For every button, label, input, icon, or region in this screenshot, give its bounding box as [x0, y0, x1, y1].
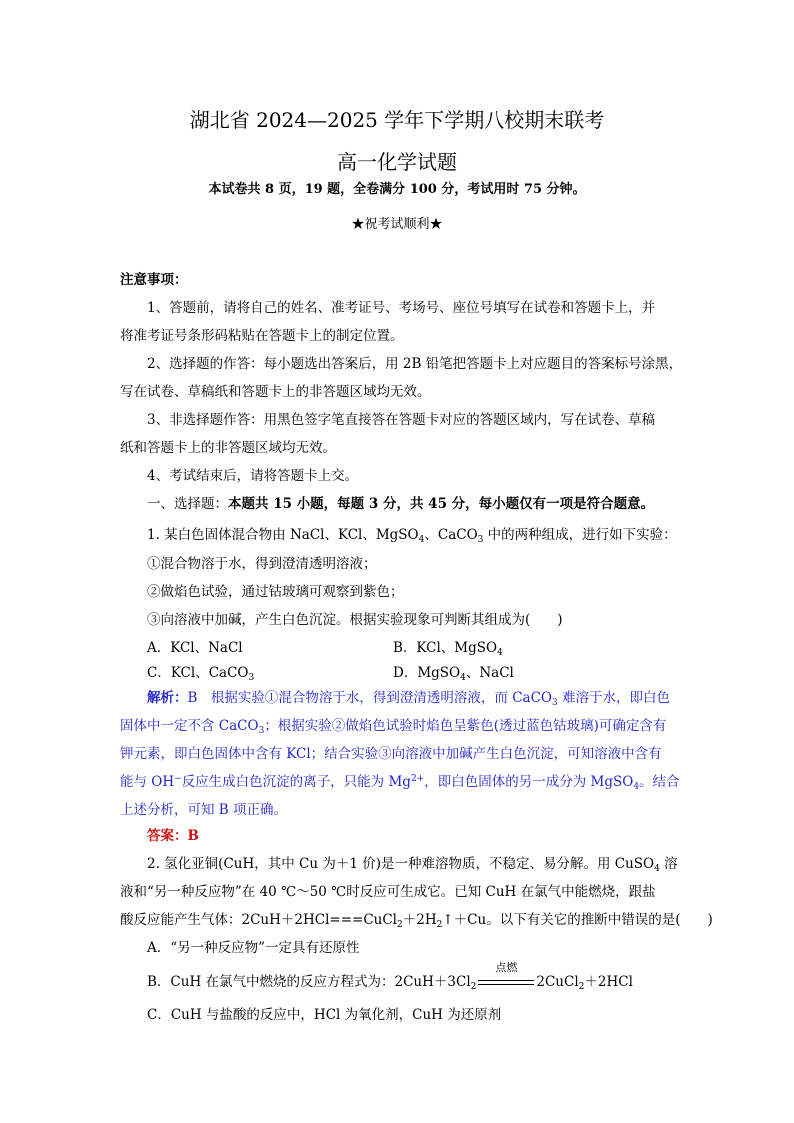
q1-step-2: ②做焰色试验，通过钴玻璃可观察到紫色； [147, 584, 404, 600]
q1-explanation-line-5: 上述分析，可知 B 项正确。 [120, 802, 288, 818]
subscript: 4 [654, 864, 660, 874]
explanation-text: 反应生成白色沉淀的离子，只能为 Mg [181, 774, 411, 790]
condition-label: 点燃 [495, 961, 518, 974]
q1-option-d [393, 664, 514, 682]
q2-text: 2. 氢化亚铜(CuH，其中 Cu 为＋1 价)是一种难溶物质，不稳定、易分解。用 CuSO [147, 856, 655, 872]
exam-subtitle: 高一化学试题 [337, 150, 457, 174]
option-text: 、NaCl [465, 665, 514, 681]
option-text: D．MgSO [393, 665, 461, 681]
subscript: 3 [477, 535, 484, 545]
q2-stem-line-1 [147, 855, 678, 873]
subscript: 4 [633, 782, 640, 792]
explanation-text: ；根据实验②做焰色试验时焰色呈紫色(透过蓝色钴玻璃)可确定含有 [264, 718, 667, 734]
q2-text: ↑＋Cu。以下有关它的推断中错误的是( ) [442, 912, 713, 928]
note-3-line-2: 纸和答题卡上的非答题区域均无效。 [120, 440, 336, 456]
option-text: ＋2HCl [584, 974, 633, 990]
q1-stem [147, 526, 677, 544]
section-rules: 本题共 15 小题，每题 3 分，共 45 分，每小题仅有一项是符合题意。 [228, 496, 655, 512]
superscript: 2+ [410, 774, 425, 784]
superscript: − [174, 774, 182, 784]
q2-text: 溶 [659, 856, 678, 872]
good-luck-line: ★祝考试顺利★ [351, 217, 443, 232]
q1-explanation-line-2 [120, 717, 666, 735]
option-text: B．CuH 在氯气中燃烧的反应方程式为：2CuH＋3Cl [147, 974, 471, 990]
notes-heading: 注意事项： [120, 272, 188, 288]
q2-option-c: C．CuH 与盐酸的反应中，HCl 为氧化剂，CuH 为还原剂 [147, 1007, 502, 1023]
subscript: 4 [418, 535, 425, 545]
q2-text: ＋2H [402, 912, 437, 928]
note-3-line-1: 3、非选择题作答：用黑色签字笔直接答在答题卡对应的答题区域内，写在试卷、草稿 [147, 412, 656, 428]
q2-option-a: A．“另一种反应物”一定具有还原性 [147, 940, 360, 956]
reaction-condition [478, 961, 534, 991]
q1-stem-part: 1. 某白色固体混合物由 NaCl、KCl、MgSO [147, 527, 419, 543]
q1-step-1: ①混合物溶于水，得到澄清透明溶液； [147, 556, 377, 572]
subscript: 2 [578, 982, 585, 992]
double-line-arrow [478, 980, 534, 985]
subscript: 2 [436, 920, 443, 930]
explanation-label: 解析： [147, 690, 188, 706]
subscript: 3 [258, 726, 265, 736]
q1-step-3: ③向溶液中加碱，产生白色沉淀。根据实验现象可判断其组成为( ) [147, 612, 563, 628]
explanation-text: 固体中一定不含 CaCO [120, 718, 259, 734]
option-text: 2CuCl [536, 974, 579, 990]
q1-explanation-line-4 [120, 773, 680, 791]
q2-stem-line-2: 液和“另一种反应物”在 40 ℃～50 ℃时反应可生成它。已知 CuH 在氯气中能燃烧，跟盐 [120, 884, 656, 900]
q1-explanation-line-1 [147, 689, 670, 707]
q1-explanation-line-3: 钾元素，即白色固体中含有 KCl；结合实验③向溶液中加碱产生白色沉淀，可知溶液中含有 [120, 746, 662, 762]
q1-option-a: A．KCl、NaCl [147, 640, 243, 656]
q2-option-b [147, 961, 633, 992]
q1-option-c [147, 664, 254, 682]
option-text: B．KCl、MgSO [393, 640, 498, 656]
subscript: 3 [552, 698, 558, 708]
q2-text: 酸反应能产生气体：2CuH＋2HCl===CuCl [120, 912, 398, 928]
note-4: 4、考试结束后，请将答题卡上交。 [147, 468, 359, 484]
explanation-text: 难溶于水，即白色 [557, 690, 671, 706]
subscript: 2 [470, 982, 477, 992]
explanation-text: 。结合 [639, 774, 680, 790]
q1-option-b [393, 639, 503, 657]
note-1-line-1: 1、答题前，请将自己的姓名、准考证号、考场号、座位号填写在试卷和答题卡上，并 [147, 300, 656, 316]
note-1-line-2: 将准考证号条形码粘贴在答题卡上的制定位置。 [120, 328, 404, 344]
subscript: 3 [248, 673, 255, 683]
exam-title: 湖北省 2024—2025 学年下学期八校期末联考 [189, 108, 605, 132]
q1-stem-part: 、CaCO [424, 527, 478, 543]
subscript: 4 [460, 673, 466, 683]
section-heading [147, 495, 654, 513]
section-prefix: 一、选择题： [147, 496, 228, 512]
explanation-text: B 根据实验①混合物溶于水，得到澄清透明溶液，而 CaCO [187, 690, 552, 706]
subscript: 2 [397, 920, 403, 930]
note-2-line-1: 2、选择题的作答：每小题选出答案后，用 2B 铅笔把答题卡上对应题目的答案标号涂黑， [147, 356, 683, 372]
exam-info: 本试卷共 8 页，19 题，全卷满分 100 分，考试用时 75 分钟。 [208, 182, 586, 197]
option-text: C．KCl、CaCO [147, 665, 249, 681]
explanation-text: 能与 OH [120, 774, 175, 790]
note-2-line-2: 写在试卷、草稿纸和答题卡上的非答题区域均无效。 [120, 384, 431, 400]
q2-stem-line-3 [120, 911, 713, 929]
q1-stem-part: 中的两种组成，进行如下实验： [483, 527, 677, 543]
subscript: 4 [497, 648, 503, 658]
q1-answer: 答案：B [147, 828, 199, 844]
explanation-text: ，即白色固体的另一成分为 MgSO [424, 774, 634, 790]
